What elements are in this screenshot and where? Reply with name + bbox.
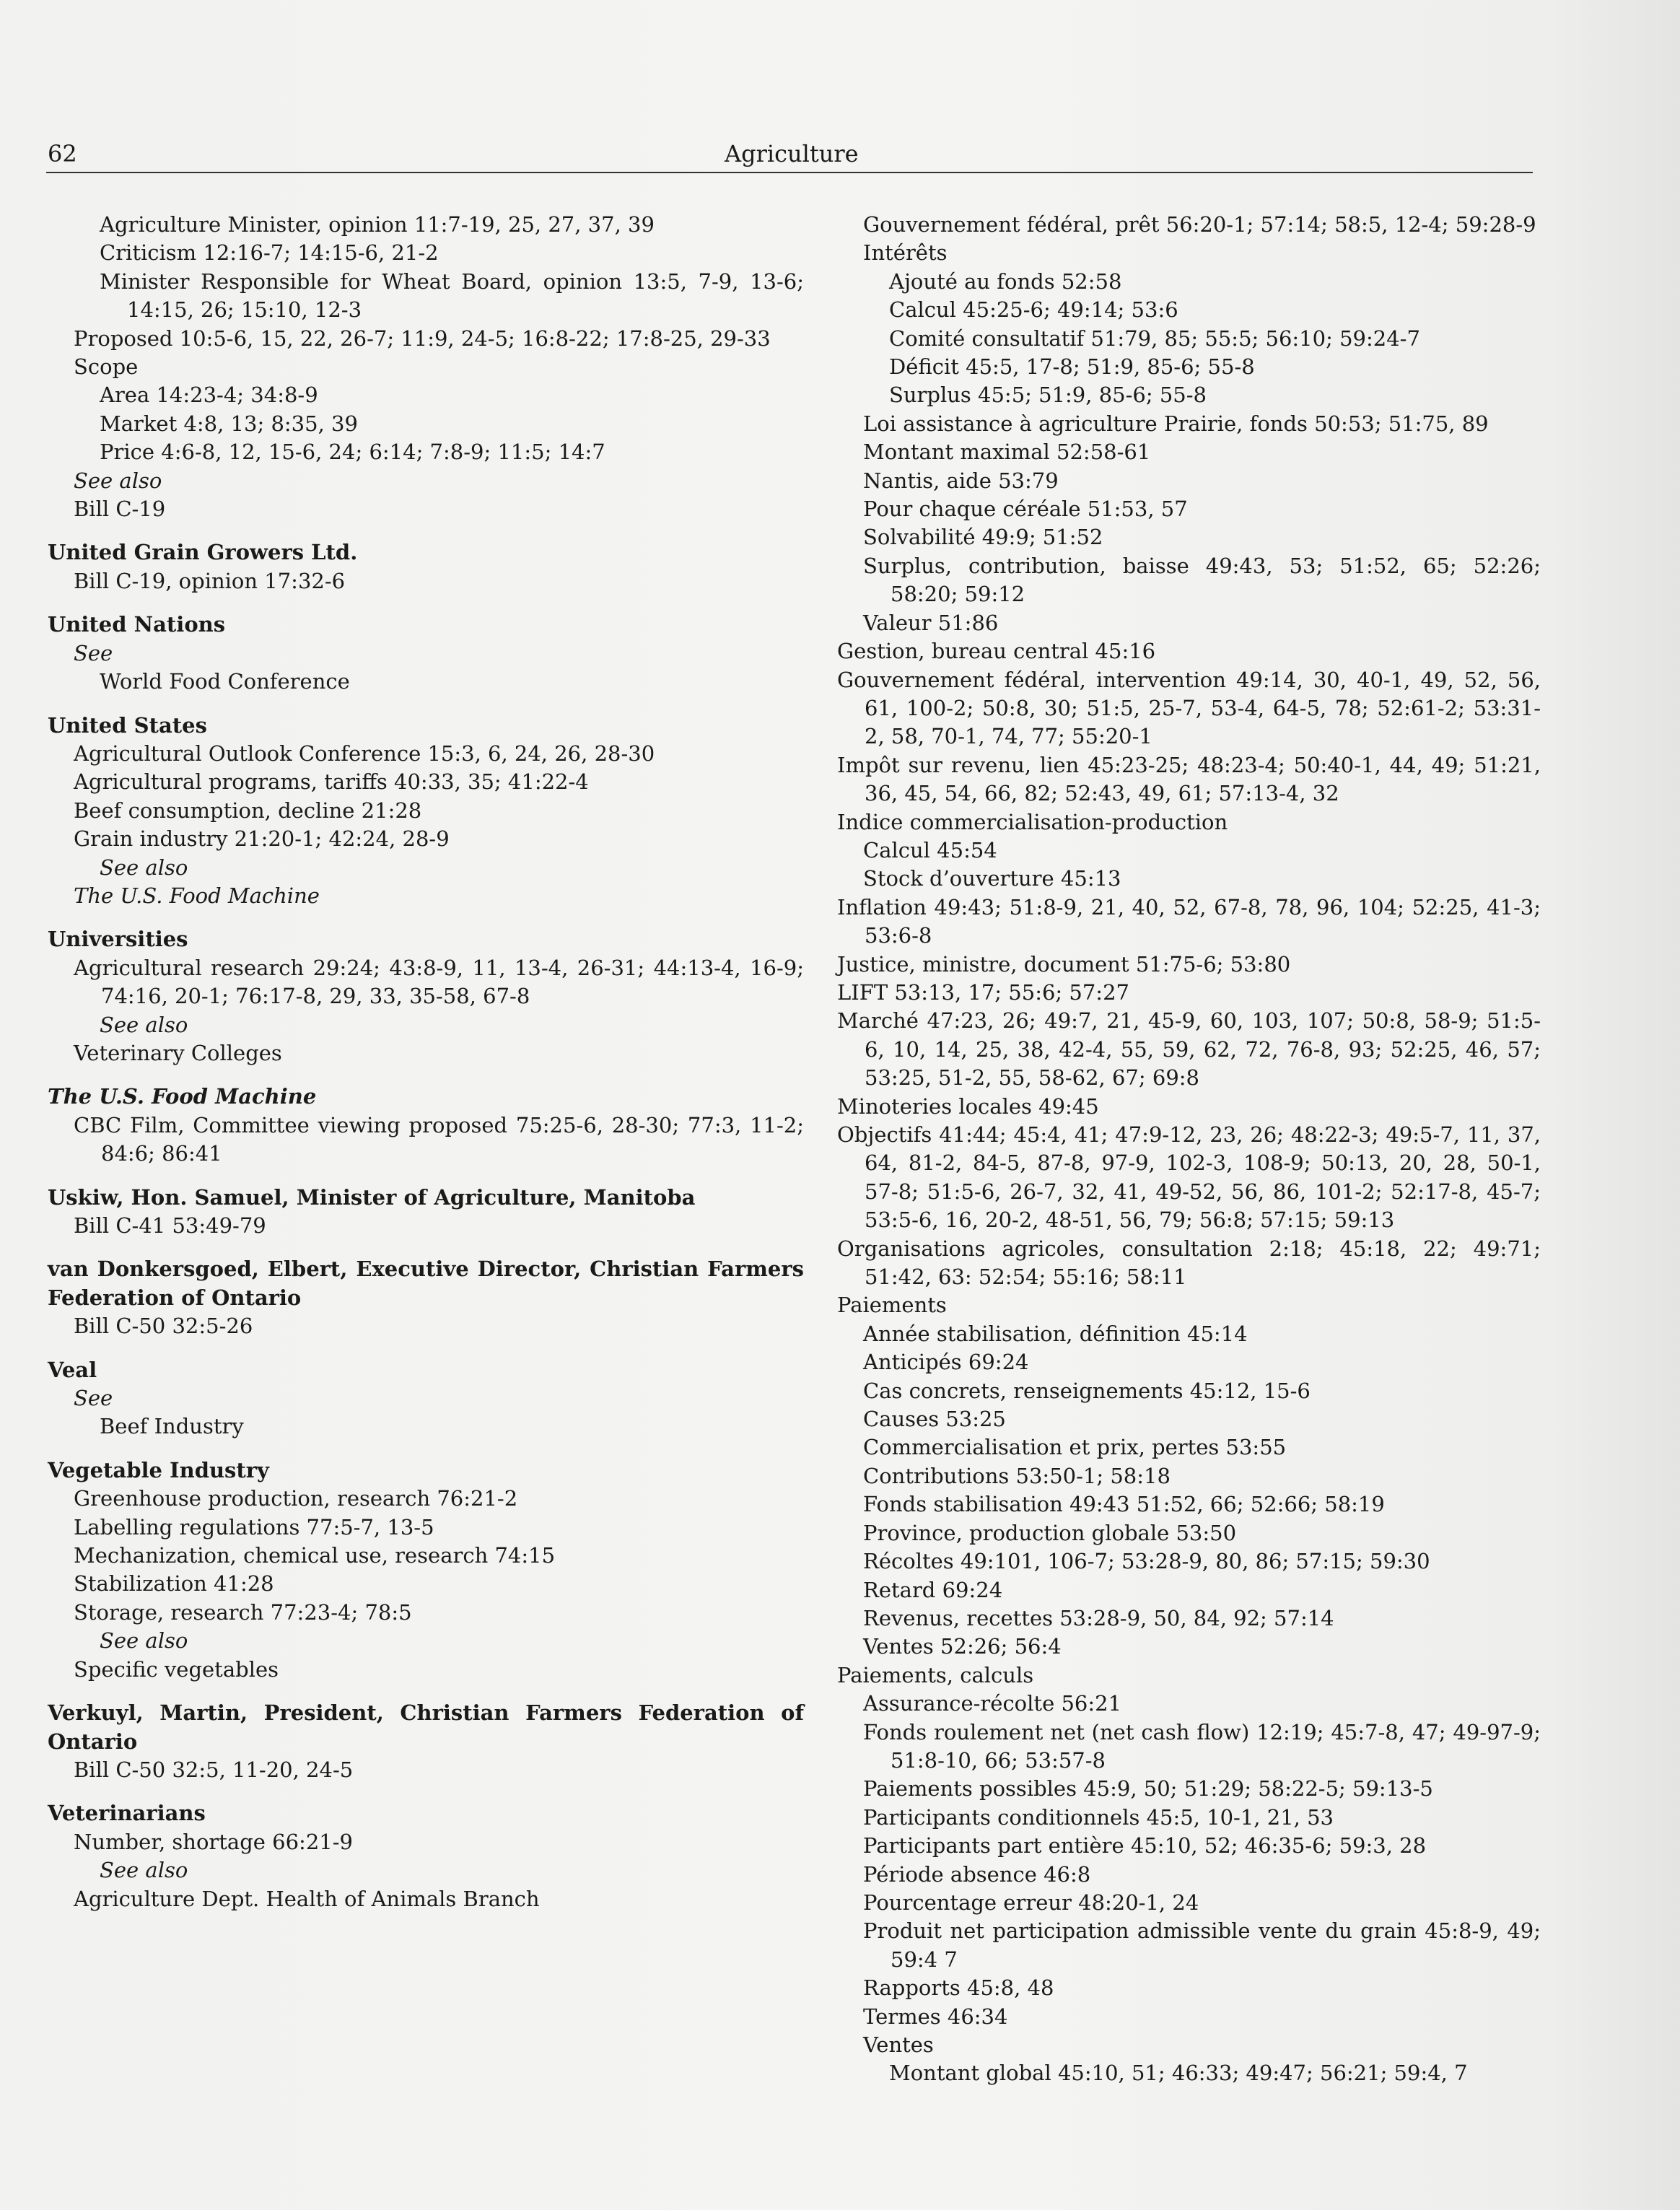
cross-reference: Agriculture Dept. Health of Animals Branch: [74, 1886, 540, 1911]
index-subentry: Fonds roulement net (net cash flow) 12:19; 45:7-8, 47; 49-97-9; 51:8-10, 66; 53:57-8: [863, 1719, 1541, 1773]
index-heading: United States: [48, 712, 207, 738]
index-entry: Organisations agricoles, consultation 2:18; 45:18, 22; 49:71; 51:42, 63: 52:54; 55:16; 58:11: [837, 1236, 1541, 1290]
index-subentry: Bill C-41 53:49-79: [74, 1213, 266, 1238]
index-entry: Paiements, calculs: [837, 1662, 1034, 1687]
index-subentry: Price 4:6-8, 12, 15-6, 24; 6:14; 7:8-9; 11:5; 14:7: [100, 440, 605, 465]
index-heading: Universities: [48, 927, 188, 952]
index-heading: Vegetable Industry: [48, 1457, 269, 1482]
index-subentry: Agricultural programs, tariffs 40:33, 35; 41:22-4: [74, 769, 589, 795]
index-subentry: Participants conditionnels 45:5, 10-1, 21, 53: [863, 1804, 1334, 1830]
index-subentry: Fonds stabilisation 49:43 51:52, 66; 52:66; 58:19: [863, 1492, 1385, 1517]
index-entry: Gouvernement fédéral, intervention 49:14, 30, 40-1, 49, 52, 56, 61, 100-2; 50:8, 30; 51:5, 25-7, 53-4, 64-5, 78; 52:61-2; 53:31-2, 58, 70-1, 74, 77; 55:20-1: [837, 667, 1541, 749]
index-entry: Inflation 49:43; 51:8-9, 21, 40, 52, 67-8, 78, 96, 104; 52:25, 41-3; 53:6-8: [837, 894, 1541, 948]
see-also-label: See also: [100, 1858, 188, 1883]
index-heading: United Nations: [48, 612, 226, 637]
index-subentry: Participants part entière 45:10, 52; 46:35-6; 59:3, 28: [863, 1833, 1427, 1859]
index-subentry: Minister Responsible for Wheat Board, opinion 13:5, 7-9, 13-6; 14:15, 26; 15:10, 12-3: [100, 268, 804, 323]
running-title: Agriculture: [725, 140, 859, 167]
index-subentry: Calcul 45:54: [863, 837, 997, 862]
index-subentry: Bill C-50 32:5, 11-20, 24-5: [74, 1757, 354, 1782]
index-subentry: Scope: [74, 354, 139, 380]
cross-reference: The U.S. Food Machine: [74, 883, 320, 908]
index-subentry: Ventes 52:26; 56:4: [863, 1634, 1062, 1659]
index-subentry: Anticipés 69:24: [863, 1350, 1029, 1375]
see-also-label: See also: [100, 1628, 188, 1654]
right-index-column: [837, 211, 1541, 2088]
index-subentry: Contributions 53:50-1; 58:18: [863, 1463, 1171, 1488]
index-entry: Objectifs 41:44; 45:4, 41; 47:9-12, 23, 26; 48:22-3; 49:5-7, 11, 37, 64, 81-2, 84-5, 87-8, 97-9, 102-3, 108-9; 50:13, 20, 28, 50-1, 57-8; 51:5-6, 26-7, 32, 41, 49-52, 56, 86, 101-2; 52:17-8, 45-7; 53:5-6, 16, 20-2, 48-51, 56, 79; 56:8; 57:15; 59:13: [837, 1122, 1541, 1233]
index-subentry: Agricultural research 29:24; 43:8-9, 11, 13-4, 26-31; 44:13-4, 16-9; 74:16, 20-1; 76:17-8, 29, 33, 35-58, 67-8: [74, 955, 804, 1009]
index-subentry: Number, shortage 66:21-9: [74, 1829, 353, 1854]
index-subentry: Area 14:23-4; 34:8-9: [100, 383, 318, 408]
index-subentry: Montant maximal 52:58-61: [863, 440, 1151, 465]
index-subentry: Stabilization 41:28: [74, 1571, 274, 1597]
index-heading: Veal: [48, 1357, 97, 1382]
index-subentry: Solvabilité 49:9; 51:52: [863, 525, 1103, 550]
see-label: See: [74, 640, 113, 665]
index-subentry: Montant global 45:10, 51; 46:33; 49:47; 56:21; 59:4, 7: [889, 2061, 1468, 2086]
index-entry: Gestion, bureau central 45:16: [837, 639, 1156, 664]
see-label: See: [74, 1386, 113, 1411]
index-subentry: Agricultural Outlook Conference 15:3, 6, 24, 26, 28-30: [74, 741, 655, 766]
index-heading: van Donkersgoed, Elbert, Executive Director, Christian Farmers Federation of Ontario: [48, 1257, 804, 1310]
index-subentry: Market 4:8, 13; 8:35, 39: [100, 411, 358, 436]
index-subentry: Gouvernement fédéral, prêt 56:20-1; 57:14; 58:5, 12-4; 59:28-9: [863, 212, 1536, 237]
index-subentry: Loi assistance à agriculture Prairie, fonds 50:53; 51:75, 89: [863, 411, 1489, 436]
index-subentry: Retard 69:24: [863, 1577, 1003, 1602]
index-subentry: Pourcentage erreur 48:20-1, 24: [863, 1890, 1199, 1915]
index-subentry: Surplus 45:5; 51:9, 85-6; 55-8: [889, 383, 1207, 408]
cross-reference: Veterinary Colleges: [74, 1040, 282, 1065]
cross-reference: Specific vegetables: [74, 1656, 279, 1682]
index-entry: Justice, ministre, document 51:75-6; 53:80: [837, 951, 1291, 977]
index-subentry: Ajouté au fonds 52:58: [889, 268, 1122, 294]
index-entry: LIFT 53:13, 17; 55:6; 57:27: [837, 979, 1129, 1005]
page-header: [46, 137, 1533, 173]
index-entry: Impôt sur revenu, lien 45:23-25; 48:23-4; 50:40-1, 44, 49; 51:21, 36, 45, 54, 66, 82; 52:43, 49, 61; 57:13-4, 32: [837, 752, 1541, 806]
index-subentry: Termes 46:34: [863, 2004, 1008, 2029]
index-subentry: Paiements possibles 45:9, 50; 51:29; 58:22-5; 59:13-5: [863, 1776, 1433, 1801]
index-subentry: Causes 53:25: [863, 1407, 1006, 1432]
index-subentry: Bill C-19, opinion 17:32-6: [74, 568, 346, 593]
index-subentry: Grain industry 21:20-1; 42:24, 28-9: [74, 826, 450, 852]
index-heading: Verkuyl, Martin, President, Christian Farmers Federation of Ontario: [48, 1700, 804, 1754]
index-subentry: Province, production globale 53:50: [863, 1520, 1237, 1545]
index-subentry: CBC Film, Committee viewing proposed 75:25-6, 28-30; 77:3, 11-2; 84:6; 86:41: [74, 1112, 804, 1166]
index-subentry: Produit net participation admissible vente du grain 45:8-9, 49; 59:4 7: [863, 1918, 1541, 1972]
index-subentry: Revenus, recettes 53:28-9, 50, 84, 92; 57:14: [863, 1605, 1334, 1630]
index-entry: Indice commercialisation-production: [837, 809, 1228, 834]
index-heading: The U.S. Food Machine: [48, 1084, 317, 1109]
index-heading: United Grain Growers Ltd.: [48, 540, 358, 565]
left-index-column: [48, 211, 804, 1913]
index-subentry: Commercialisation et prix, pertes 53:55: [863, 1435, 1287, 1460]
index-subentry: Mechanization, chemical use, research 74:15: [74, 1543, 556, 1568]
page-number: 62: [48, 140, 77, 167]
index-subentry: Criticism 12:16-7; 14:15-6, 21-2: [100, 240, 439, 266]
index-subentry: Greenhouse production, research 76:21-2: [74, 1486, 518, 1511]
index-subentry: Assurance-récolte 56:21: [863, 1691, 1122, 1716]
cross-reference: Beef Industry: [100, 1414, 244, 1439]
index-subentry: Ventes: [863, 2032, 934, 2057]
cross-reference: Bill C-19: [74, 497, 166, 522]
index-subentry: Beef consumption, decline 21:28: [74, 798, 422, 823]
index-subentry: Récoltes 49:101, 106-7; 53:28-9, 80, 86; 57:15; 59:30: [863, 1549, 1430, 1574]
index-heading: Veterinarians: [48, 1801, 206, 1826]
index-subentry: Labelling regulations 77:5-7, 13-5: [74, 1514, 434, 1539]
see-also-label: See also: [74, 468, 162, 493]
index-subentry: Rapports 45:8, 48: [863, 1975, 1054, 2001]
index-subentry: Déficit 45:5, 17-8; 51:9, 85-6; 55-8: [889, 354, 1255, 380]
index-subentry: Stock d’ouverture 45:13: [863, 866, 1121, 891]
index-entry: Minoteries locales 49:45: [837, 1093, 1099, 1119]
index-subentry: Proposed 10:5-6, 15, 22, 26-7; 11:9, 24-5; 16:8-22; 17:8-25, 29-33: [74, 326, 771, 351]
index-subentry: Intérêts: [863, 240, 948, 266]
cross-reference: World Food Conference: [100, 669, 350, 694]
index-subentry: Bill C-50 32:5-26: [74, 1314, 253, 1339]
index-subentry: Valeur 51:86: [863, 610, 999, 635]
index-subentry: Surplus, contribution, baisse 49:43, 53; 51:52, 65; 52:26; 58:20; 59:12: [863, 553, 1541, 607]
index-subentry: Pour chaque céréale 51:53, 57: [863, 497, 1188, 522]
index-subentry: Année stabilisation, définition 45:14: [863, 1321, 1248, 1346]
index-subentry: Agriculture Minister, opinion 11:7-19, 25, 27, 37, 39: [100, 212, 655, 237]
index-subentry: Storage, research 77:23-4; 78:5: [74, 1599, 412, 1625]
index-subentry: Comité consultatif 51:79, 85; 55:5; 56:10; 59:24-7: [889, 326, 1420, 351]
index-subentry: Nantis, aide 53:79: [863, 468, 1059, 493]
index-subentry: Période absence 46:8: [863, 1861, 1091, 1887]
index-heading: Uskiw, Hon. Samuel, Minister of Agriculture, Manitoba: [48, 1184, 696, 1210]
index-entry: Paiements: [837, 1293, 947, 1318]
index-subentry: Cas concrets, renseignements 45:12, 15-6: [863, 1378, 1311, 1403]
see-also-label: See also: [100, 1012, 188, 1037]
index-entry: Marché 47:23, 26; 49:7, 21, 45-9, 60, 103, 107; 50:8, 58-9; 51:5-6, 10, 14, 25, 38, 42-4, 55, 59, 62, 72, 76-8, 93; 52:25, 46, 57; 53:25, 51-2, 55, 58-62, 67; 69:8: [837, 1008, 1541, 1091]
index-subentry: Calcul 45:25-6; 49:14; 53:6: [889, 297, 1178, 323]
see-also-label: See also: [100, 855, 188, 880]
